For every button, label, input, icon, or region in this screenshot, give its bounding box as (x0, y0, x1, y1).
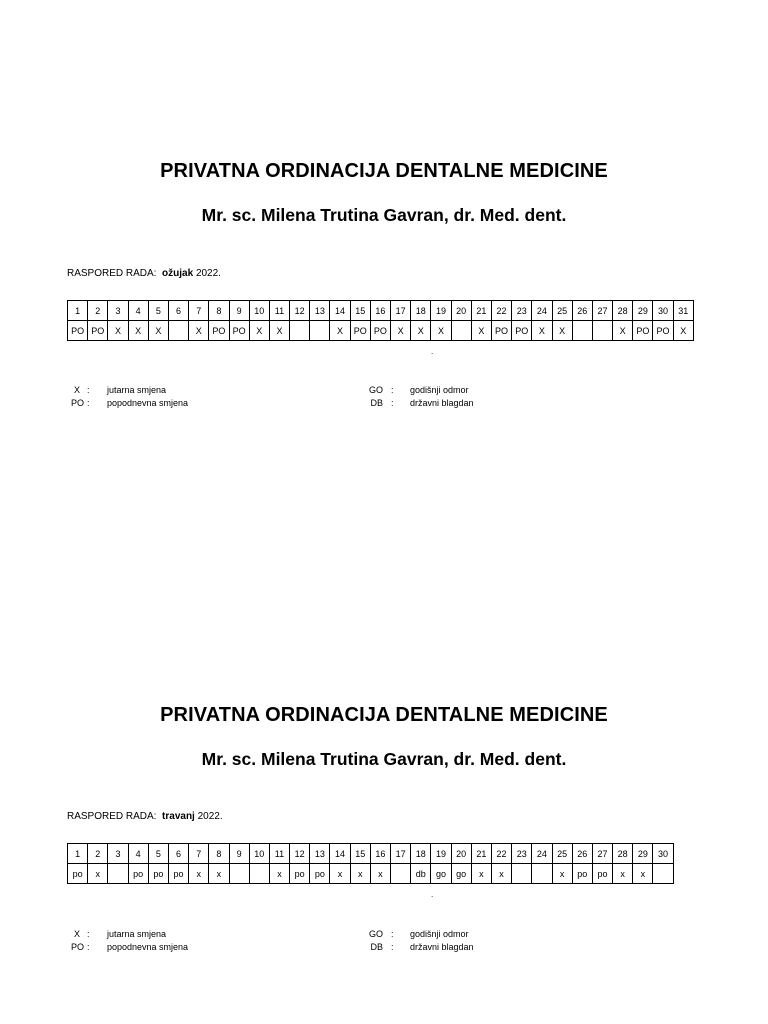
day-cell: 2 (88, 844, 108, 864)
shift-cell: x (269, 864, 289, 884)
legend-colon: : (391, 929, 394, 939)
day-cell: 27 (592, 844, 612, 864)
shift-cell: X (249, 321, 269, 341)
shift-cell: PO (350, 321, 370, 341)
shift-cell: x (613, 864, 633, 884)
day-cell: 19 (431, 301, 451, 321)
clinic-title: PRIVATNA ORDINACIJA DENTALNE MEDICINE (160, 160, 608, 182)
day-cell: 23 (512, 301, 532, 321)
day-cell: 11 (269, 301, 289, 321)
shift-cell (108, 864, 128, 884)
schedule-table-march (67, 300, 694, 341)
day-cell: 15 (350, 844, 370, 864)
day-cell: 4 (128, 844, 148, 864)
clinic-title: PRIVATNA ORDINACIJA DENTALNE MEDICINE (160, 704, 608, 726)
day-cell: 12 (290, 844, 310, 864)
day-cell: 20 (451, 301, 471, 321)
day-cell: 13 (310, 301, 330, 321)
legend-colon: : (391, 385, 394, 395)
shift-cell: po (310, 864, 330, 884)
day-cell: 28 (613, 844, 633, 864)
shift-cell (653, 864, 673, 884)
shift-cell: po (128, 864, 148, 884)
day-cell: 3 (108, 844, 128, 864)
day-cell: 11 (269, 844, 289, 864)
shift-cell (532, 864, 552, 884)
shift-cell: db (411, 864, 431, 884)
shift-cell (451, 321, 471, 341)
shift-cell: x (209, 864, 229, 884)
day-cell: 10 (249, 844, 269, 864)
shift-cell: x (88, 864, 108, 884)
schedule-heading (67, 268, 221, 279)
shift-cell (592, 321, 612, 341)
shift-cell: X (411, 321, 431, 341)
shift-cell: X (431, 321, 451, 341)
day-cell: 22 (491, 844, 511, 864)
day-row (68, 301, 694, 321)
day-cell: 9 (229, 301, 249, 321)
legend-x-desc: jutarna smjena (107, 929, 167, 939)
dot-mark: . (431, 347, 434, 356)
dot-mark: . (431, 890, 434, 899)
day-cell: 25 (552, 844, 572, 864)
shift-cell: x (491, 864, 511, 884)
legend-go-desc: godišnji odmor (410, 929, 469, 939)
shift-cell: po (168, 864, 188, 884)
shift-cell: x (633, 864, 653, 884)
schedule-table-april (67, 843, 674, 884)
shift-cell (290, 321, 310, 341)
legend-db-code: DB (370, 942, 383, 952)
shift-cell: X (148, 321, 168, 341)
legend-x-code: X (73, 929, 80, 939)
shift-cell: X (673, 321, 693, 341)
legend-colon: : (87, 398, 90, 408)
shift-cell: po (290, 864, 310, 884)
schedule-label: RASPORED RADA: (67, 268, 157, 279)
shift-cell (229, 864, 249, 884)
day-cell: 1 (68, 844, 88, 864)
shift-cell: x (552, 864, 572, 884)
day-cell: 2 (88, 301, 108, 321)
day-cell: 17 (391, 301, 411, 321)
shift-row (68, 864, 674, 884)
day-cell: 1 (68, 301, 88, 321)
shift-cell: PO (491, 321, 511, 341)
shift-cell: PO (512, 321, 532, 341)
shift-cell: po (68, 864, 88, 884)
shift-cell: PO (229, 321, 249, 341)
shift-cell: X (532, 321, 552, 341)
legend-colon: : (87, 385, 90, 395)
legend-colon: : (87, 942, 90, 952)
legend-po-code: PO (70, 398, 84, 408)
shift-cell: x (370, 864, 390, 884)
doctor-name: Mr. sc. Milena Trutina Gavran, dr. Med. dent. (201, 749, 567, 769)
day-cell: 30 (653, 301, 673, 321)
shift-cell: go (431, 864, 451, 884)
day-cell: 23 (512, 844, 532, 864)
day-cell: 3 (108, 301, 128, 321)
day-cell: 21 (471, 844, 491, 864)
day-cell: 20 (451, 844, 471, 864)
day-cell: 24 (532, 844, 552, 864)
day-cell: 15 (350, 301, 370, 321)
shift-cell: x (471, 864, 491, 884)
day-cell: 27 (592, 301, 612, 321)
legend-po-code: PO (70, 942, 84, 952)
shift-cell: X (330, 321, 350, 341)
legend-go-code: GO (368, 929, 383, 939)
shift-cell: go (451, 864, 471, 884)
shift-cell (168, 321, 188, 341)
day-cell: 30 (653, 844, 673, 864)
day-cell: 25 (552, 301, 572, 321)
schedule-label: RASPORED RADA: (67, 811, 157, 822)
schedule-month: ožujak (162, 268, 194, 279)
day-cell: 21 (471, 301, 491, 321)
shift-cell (572, 321, 592, 341)
day-cell: 6 (168, 844, 188, 864)
day-cell: 19 (431, 844, 451, 864)
schedule-month: travanj (162, 811, 195, 822)
legend-db-desc: državni blagdan (410, 942, 474, 952)
legend-colon: : (391, 398, 394, 408)
day-cell: 16 (370, 301, 390, 321)
legend-db-desc: državni blagdan (410, 398, 474, 408)
day-cell: 13 (310, 844, 330, 864)
day-cell: 29 (633, 301, 653, 321)
shift-cell: x (330, 864, 350, 884)
legend-po-desc: popodnevna smjena (107, 398, 189, 408)
shift-cell: PO (68, 321, 88, 341)
day-cell: 10 (249, 301, 269, 321)
shift-cell: X (108, 321, 128, 341)
day-cell: 7 (189, 301, 209, 321)
shift-cell: X (613, 321, 633, 341)
doctor-name: Mr. sc. Milena Trutina Gavran, dr. Med. dent. (201, 205, 567, 225)
legend-po-desc: popodnevna smjena (107, 942, 189, 952)
day-cell: 12 (290, 301, 310, 321)
shift-cell: X (269, 321, 289, 341)
day-cell: 8 (209, 844, 229, 864)
day-cell: 9 (229, 844, 249, 864)
shift-cell: X (391, 321, 411, 341)
day-cell: 28 (613, 301, 633, 321)
shift-cell: X (471, 321, 491, 341)
day-cell: 26 (572, 844, 592, 864)
shift-cell: po (148, 864, 168, 884)
day-cell: 14 (330, 301, 350, 321)
legend-x-desc: jutarna smjena (107, 385, 167, 395)
shift-cell (249, 864, 269, 884)
day-cell: 18 (411, 844, 431, 864)
shift-cell: x (350, 864, 370, 884)
day-cell: 17 (391, 844, 411, 864)
schedule-year: 2022. (197, 811, 223, 822)
shift-cell: X (128, 321, 148, 341)
shift-cell: PO (653, 321, 673, 341)
legend-colon: : (87, 929, 90, 939)
day-cell: 5 (148, 844, 168, 864)
shift-cell: PO (370, 321, 390, 341)
shift-cell: PO (88, 321, 108, 341)
shift-cell (512, 864, 532, 884)
day-cell: 26 (572, 301, 592, 321)
day-cell: 16 (370, 844, 390, 864)
day-cell: 24 (532, 301, 552, 321)
day-cell: 8 (209, 301, 229, 321)
day-cell: 4 (128, 301, 148, 321)
shift-cell (391, 864, 411, 884)
day-cell: 31 (673, 301, 693, 321)
day-cell: 22 (491, 301, 511, 321)
legend-go-code: GO (368, 385, 383, 395)
day-row (68, 844, 674, 864)
day-cell: 6 (168, 301, 188, 321)
shift-cell (310, 321, 330, 341)
day-cell: 29 (633, 844, 653, 864)
day-cell: 5 (148, 301, 168, 321)
shift-cell: po (592, 864, 612, 884)
legend-x-code: X (73, 385, 80, 395)
schedule-year: 2022. (195, 268, 221, 279)
legend-colon: : (391, 942, 394, 952)
shift-cell: x (189, 864, 209, 884)
day-cell: 14 (330, 844, 350, 864)
legend-db-code: DB (370, 398, 383, 408)
shift-cell: X (552, 321, 572, 341)
day-cell: 7 (189, 844, 209, 864)
schedule-heading (67, 811, 223, 822)
day-cell: 18 (411, 301, 431, 321)
legend-go-desc: godišnji odmor (410, 385, 469, 395)
shift-cell: PO (633, 321, 653, 341)
shift-cell: po (572, 864, 592, 884)
shift-cell: PO (209, 321, 229, 341)
shift-cell: X (189, 321, 209, 341)
shift-row (68, 321, 694, 341)
